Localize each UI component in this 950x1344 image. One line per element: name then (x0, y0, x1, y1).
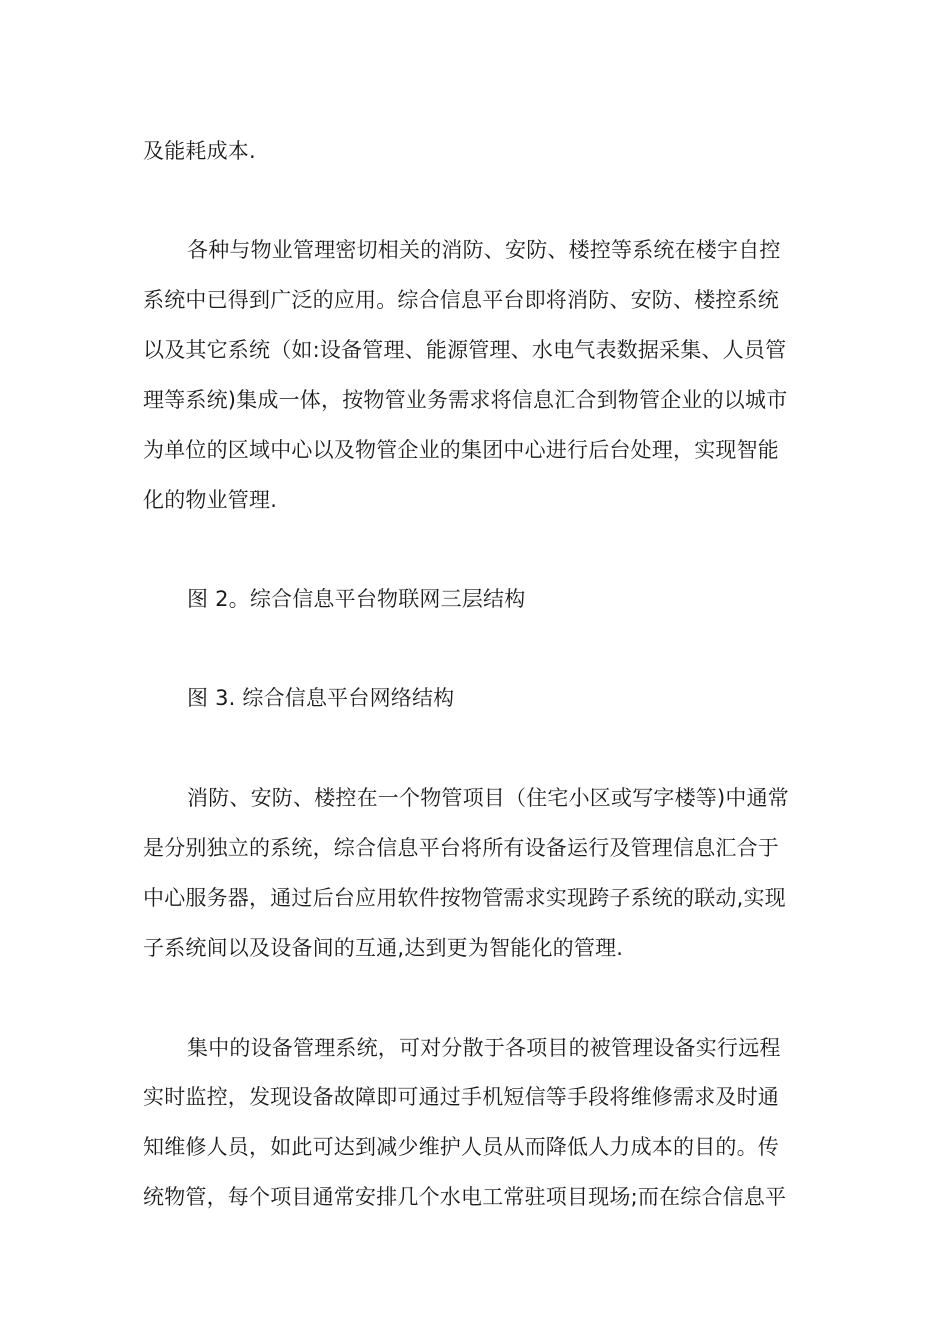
paragraph-3-line-3: 中心服务器，通过后台应用软件按物管需求实现跨子系统的联动,实现 (143, 886, 786, 910)
paragraph-3-line-1: 消防、安防、楼控在一个物管项目（住宅小区或写字楼等)中通常 (187, 786, 789, 810)
paragraph-2-line-3: 以及其它系统（如:设备管理、能源管理、水电气表数据采集、人员管 (143, 338, 787, 362)
figure-2-caption: 图 2。综合信息平台物联网三层结构 (187, 587, 526, 611)
paragraph-4-line-3: 知维修人员，如此可达到减少维护人员从而降低人力成本的目的。传 (143, 1135, 779, 1159)
paragraph-1-line-1: 及能耗成本. (143, 139, 256, 163)
paragraph-4-line-1: 集中的设备管理系统，可对分散于各项目的被管理设备实行远程 (187, 1036, 781, 1060)
paragraph-3-line-2: 是分别独立的系统，综合信息平台将所有设备运行及管理信息汇合于 (143, 836, 779, 860)
paragraph-2-line-1: 各种与物业管理密切相关的消防、安防、楼控等系统在楼宇自控 (187, 238, 781, 262)
paragraph-2-line-6: 化的物业管理. (143, 488, 278, 512)
figure-3-caption: 图 3. 综合信息平台网络结构 (187, 686, 455, 710)
paragraph-4-line-2: 实时监控，发现设备故障即可通过手机短信等手段将维修需求及时通 (143, 1085, 779, 1109)
paragraph-3-line-4: 子系统间以及设备间的互通,达到更为智能化的管理. (143, 936, 624, 960)
paragraph-2-line-5: 为单位的区域中心以及物管企业的集团中心进行后台处理，实现智能 (143, 438, 779, 462)
paragraph-2-line-4: 理等系统)集成一体，按物管业务需求将信息汇合到物管企业的以城市 (143, 388, 788, 412)
paragraph-4-line-4: 统物管，每个项目通常安排几个水电工常驻项目现场;而在综合信息平 (143, 1185, 787, 1209)
paragraph-2-line-2: 系统中已得到广泛的应用。综合信息平台即将消防、安防、楼控系统 (143, 288, 779, 312)
